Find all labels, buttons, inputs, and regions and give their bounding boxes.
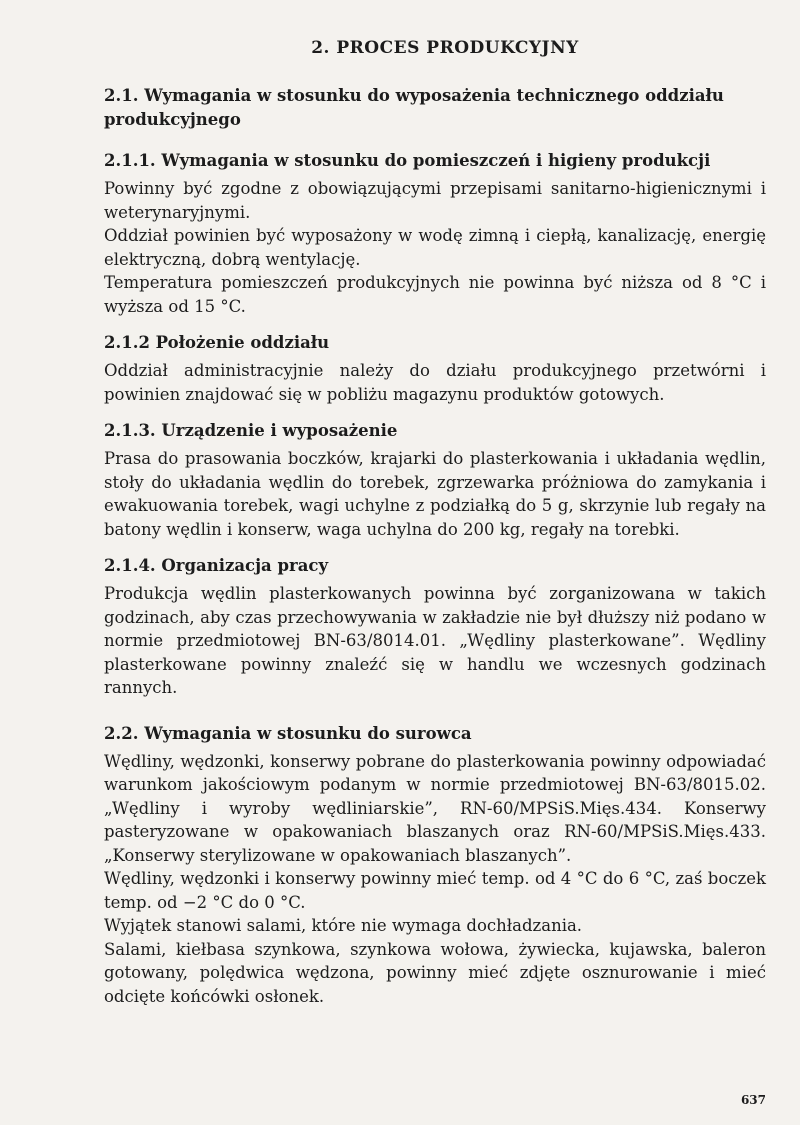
- section-heading-2-1-2: 2.1.2 Położenie oddziału: [104, 333, 330, 352]
- section-heading-2-2: 2.2. Wymagania w stosunku do surowca: [104, 723, 472, 743]
- paragraph: Oddział powinien być wyposażony w wodę zimną i ciepłą, kanalizację, energię elektryczną, dobrą wentylację.: [104, 226, 766, 269]
- paragraph: Wyjątek stanowi salami, które nie wymaga dochładzania.: [104, 916, 583, 935]
- paragraph: Powinny być zgodne z obowiązującymi przepisami sanitarno-higienicznymi i weterynaryjnymi.: [104, 179, 766, 222]
- section-2-2: [104, 722, 766, 1009]
- paragraph: Prasa do prasowania boczków, krajarki do plasterkowania i układania wędlin, stoły do układania wędlin do torebek, zgrzewarka próżniowa do zamykania i ewakuowania torebek, wagi uchylne z podziałką do 5 g, skrzynie lub regały na batony wędlin i konserw, waga uchylna do 200 kg, regały na torebki.: [104, 449, 766, 539]
- paragraph: Salami, kiełbasa szynkowa, szynkowa wołowa, żywiecka, kujawska, baleron gotowany, polędwica wędzona, powinny mieć zdjęte osznurowanie i mieć odcięte końcówki osłonek.: [104, 939, 766, 1006]
- section-heading-2-1-3: 2.1.3. Urządzenie i wyposażenie: [104, 421, 398, 440]
- paragraph: Wędliny, wędzonki, konserwy pobrane do plasterkowania powinny odpowiadać warunkom jakościowym podanym w normie przedmiotowej BN-63/8015.02. „Wędliny i wyroby wędliniarskie”, RN-60/MPSiS.Mięs.434. Konserwy pasteryzowane w opakowaniach blaszanych oraz RN-60/MPSiS.Mięs.433. „Konserwy sterylizowane w opakowaniach blaszanych”.: [104, 751, 766, 865]
- section-2-1-4: [104, 554, 766, 700]
- paragraph: Oddział administracyjnie należy do działu produkcyjnego przetwórni i powinien znajdować się w pobliżu magazynu produktów gotowych.: [104, 361, 766, 404]
- section-heading-2-1-4: 2.1.4. Organizacja pracy: [104, 556, 329, 575]
- section-2-1-2: [104, 331, 766, 406]
- section-heading-2-1-1: 2.1.1. Wymagania w stosunku do pomieszczeń i higieny produkcji: [104, 151, 711, 170]
- section-heading-2-1: 2.1. Wymagania w stosunku do wyposażenia technicznego oddziału produkcyjnego: [104, 86, 724, 129]
- paragraph: Produkcja wędlin plasterkowanych powinna być zorganizowana w takich godzinach, aby czas przechowywania w zakładzie nie był dłuższy niż podano w normie przedmiotowej BN-63/8014.01. „Wędliny plasterkowane”. Wędliny plasterkowane powinny znaleźć się w handlu we wczesnych godzinach rannych.: [104, 584, 766, 697]
- paragraph: Temperatura pomieszczeń produkcyjnych nie powinna być niższa od 8 °C i wyższa od 15 °C.: [104, 273, 766, 316]
- chapter-title: 2. PROCES PRODUKCYJNY: [311, 38, 579, 58]
- section-2-1-1: [104, 149, 766, 318]
- section-2-1-3: [104, 419, 766, 541]
- paragraph: Wędliny, wędzonki i konserwy powinny mieć temp. od 4 °C do 6 °C, zaś boczek temp. od −2 °C do 0 °C.: [104, 869, 766, 912]
- page-number: 637: [740, 1093, 766, 1107]
